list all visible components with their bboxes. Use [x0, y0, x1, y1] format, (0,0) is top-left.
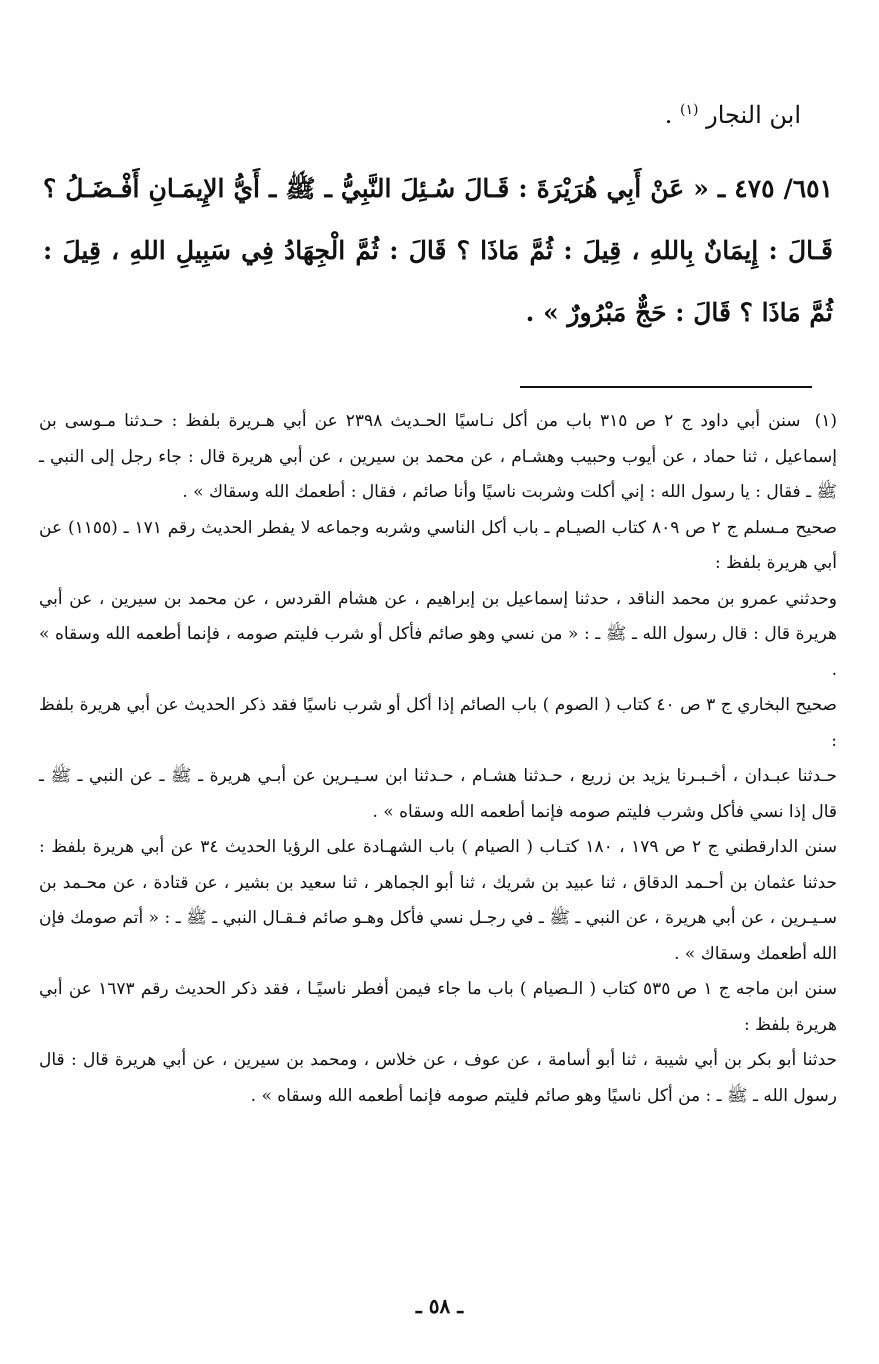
footnote-label: (١)	[814, 411, 837, 431]
footnote-paragraph: سنن الدارقطني ج ٢ ص ١٧٩ ، ١٨٠ كتـاب ( الصيام ) باب الشهـادة على الرؤيا الحديث ٣٤ عن أبي هريرة بلفظ : حدثنا عثمان بن أحـمد الدقاق ، ثنا عبيد بن شريك ، ثنا أبو الجماهر ، ثنا سعيد بن بشير ، عن قتادة ، عن محـمد بن سـيـرين ، عن أبي هريرة ، عن النبي ـ ﷺ ـ في رجـل نسي فأكل وهـو صائم فـقـال النبي ـ ﷺ ـ : « أتم صومك فإن الله أطعمك وسقاك » .	[39, 837, 837, 964]
intro-text: ابن النجار	[706, 101, 801, 129]
intro-end: .	[664, 101, 673, 129]
hadith-text: « عَنْ أَبِي هُرَيْرَةَ : قَـالَ سُـئِلَ النَّبِيُّ ـ ﷺ ـ أَيُّ الإِيمَـانِ أَفْـضَـلُ ؟ قَـالَ : إِيمَانٌ بِاللهِ ، قِيلَ : ثُمَّ مَاذَا ؟ قَالَ : ثُمَّ الْجِهَادُ فِي سَبِيلِ اللهِ ، قِيلَ : ثُمَّ مَاذَا ؟ قَالَ : حَجٌّ مَبْرُورٌ » .	[43, 174, 833, 327]
footnote-text: سنن أبي داود ج ٢ ص ٣١٥ باب من أكل نـاسيًا الحـديث ٢٣٩٨ عن أبي هـريرة بلفظ : حـدثنا مـوسى بن إسماعيل ، ثنا حماد ، عن أيوب وحبيب وهشـام ، عن محمد بن سيرين ، عن أبي هريرة قال : جاء رجل إلى النبي ـ ﷺ ـ فقال : يا رسول الله : إني أكلت وشربت ناسيًا وأنا صائم ، فقال : أطعمك الله وسقاك » .	[39, 411, 837, 502]
footnote-paragraph: حدثنا أبو بكر بن أبي شيبة ، ثنا أبو أسامة ، عن عوف ، عن خلاس ، ومحمد بن سيرين ، عن أبي هريرة قال : قال رسول الله ـ ﷺ ـ : من أكل ناسيًا وهو صائم فليتم صومه فإنما أطعمه الله وسقاه » .	[39, 1050, 837, 1106]
hadith-block	[43, 158, 833, 344]
page-number: ـ ٥٨ ـ	[415, 1294, 464, 1318]
hadith-number: ٦٥١/ ٤٧٥ ـ	[717, 174, 833, 203]
footnote-reference: (١)	[680, 102, 699, 118]
footnote-divider	[520, 386, 812, 388]
footnote-paragraph: صحيح مـسلم ج ٢ ص ٨٠٩ كتاب الصيـام ـ باب أكل الناسي وشربه وجماعه لا يفطر الحديث رقم ١٧١ ـ (١١٥٥) عن أبي هريرة بلفظ :	[39, 517, 837, 573]
intro-line	[61, 92, 801, 133]
footnotes-section	[39, 404, 837, 1114]
footnote-paragraph: وحدثني عمرو بن محمد الناقد ، حدثنا إسماعيل بن إبراهيم ، عن هشام القردس ، عن محمد بن سيرين ، عن أبي هريرة قال : قال رسول الله ـ ﷺ ـ : « من نسي وهو صائم فأكل أو شرب فليتم صومه ، فإنما أطعمه الله وسقاه » .	[39, 588, 837, 680]
footnote-paragraph: صحيح البخاري ج ٣ ص ٤٠ كتاب ( الصوم ) باب الصائم إذا أكل أو شرب ناسيًا فقد ذكر الحديث عن أبي هريرة بلفظ :	[39, 695, 837, 751]
footnote-paragraph: حـدثنا عبـدان ، أخـبـرنا يزيد بن زريع ، حـدثنا هشـام ، حـدثنا ابن سـيـرين عن أبـي هريرة ـ ﷺ ـ عن النبي ـ ﷺ ـ قال إذا نسي فأكل وشرب فليتم صومه فإنما أطعمه الله وسقاه » .	[39, 766, 837, 822]
footnote-paragraph: سنن ابن ماجه ج ١ ص ٥٣٥ كتاب ( الـصيام ) باب ما جاء فيمن أفطر ناسيًـا ، فقد ذكر الحديث رقم ١٦٧٣ عن أبي هريرة بلفظ :	[39, 979, 837, 1035]
footnote-paragraph	[39, 404, 837, 511]
